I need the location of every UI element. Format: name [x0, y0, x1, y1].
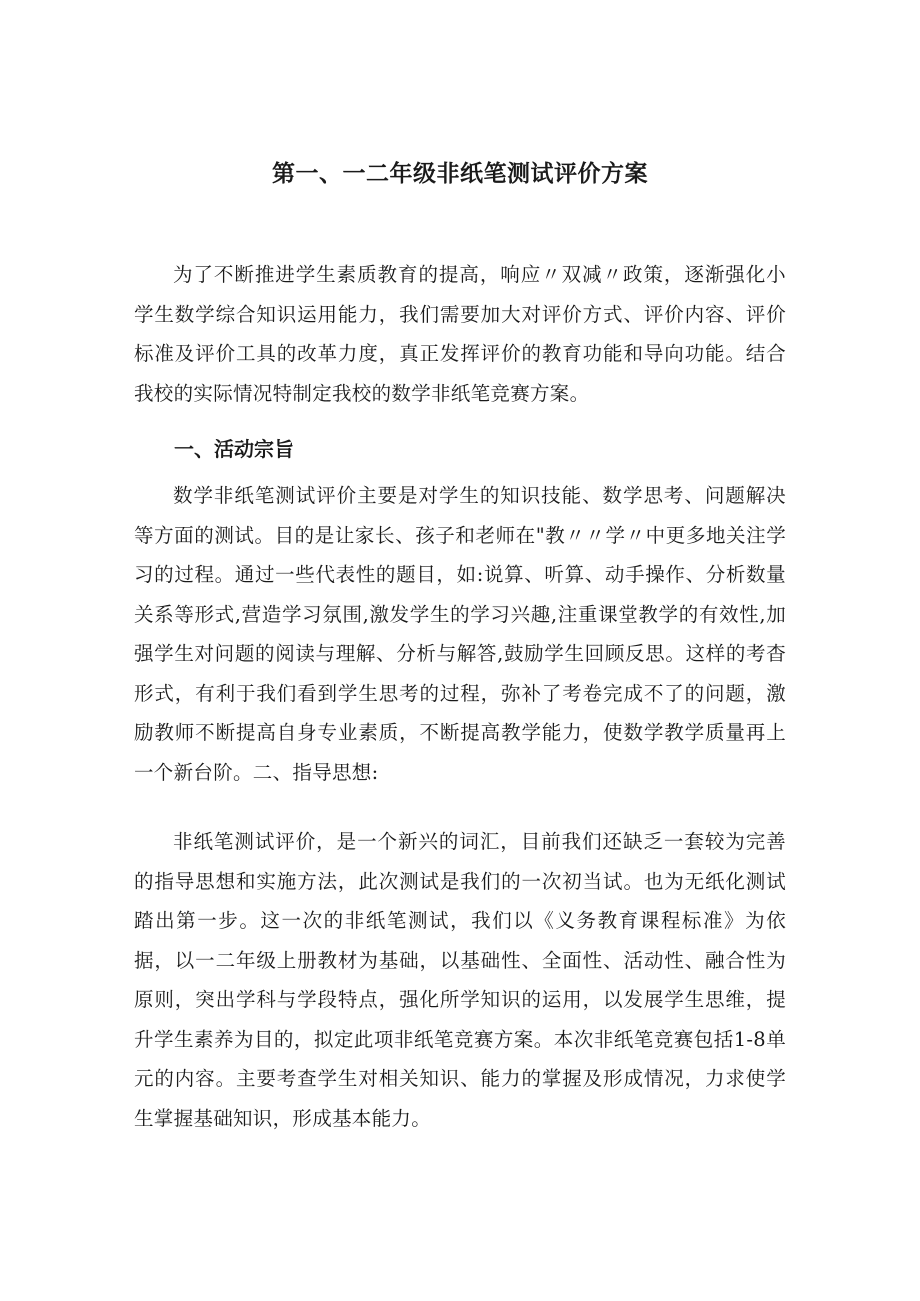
section-heading-activity-purpose: 一、活动宗旨	[174, 437, 294, 461]
document-title: 第一、一二年级非纸笔测试评价方案	[272, 161, 648, 187]
intro-paragraph: 为了不断推进学生素质教育的提高，响应〃双减〃政策，逐渐强化小学生数学综合知识运用能力，我们需要加大对评价方式、评价内容、评价标准及评价工具的改革力度，真正发挥评价的教育功能和导向功能。结合我校的实际情况特制定我校的数学非纸笔竞赛方案。	[134, 263, 786, 405]
activity-purpose-paragraph: 数学非纸笔测试评价主要是对学生的知识技能、数学思考、问题解决等方面的测试。目的是让家长、孩子和老师在"教〃〃学〃中更多地关注学习的过程。通过一些代表性的题目，如:说算、听算、动手操作、分析数量关系等形式,营造学习氛围,激发学生的学习兴趣,注重课堂教学的有效性,加强学生对问题的阅读与理解、分析与解答,鼓励学生回顾反思。这样的考杳形式，有利于我们看到学生思考的过程，弥补了考卷完成不了的问题，激励教师不断提高自身专业素质，不断提高教学能力，使数学教学质量再上一个新台阶。二、指导思想:	[134, 484, 786, 784]
guiding-thought-paragraph: 非纸笔测试评价，是一个新兴的词汇，目前我们还缺乏一套较为完善的指导思想和实施方法，此次测试是我们的一次初当试。也为无纸化测试踏出第一步。这一次的非纸笔测试，我们以《义务教育课程标准》为依据，以一二年级上册教材为基础，以基础性、全面性、活动性、融合性为原则，突出学科与学段特点，强化所学知识的运用，以发展学生思维，提升学生素养为目的，拟定此项非纸笔竞赛方案。本次非纸笔竞赛包括1-8单元的内容。主要考查学生对相关知识、能力的掌握及形成情况，力求使学生掌握基础知识，形成基本能力。	[134, 830, 786, 1130]
